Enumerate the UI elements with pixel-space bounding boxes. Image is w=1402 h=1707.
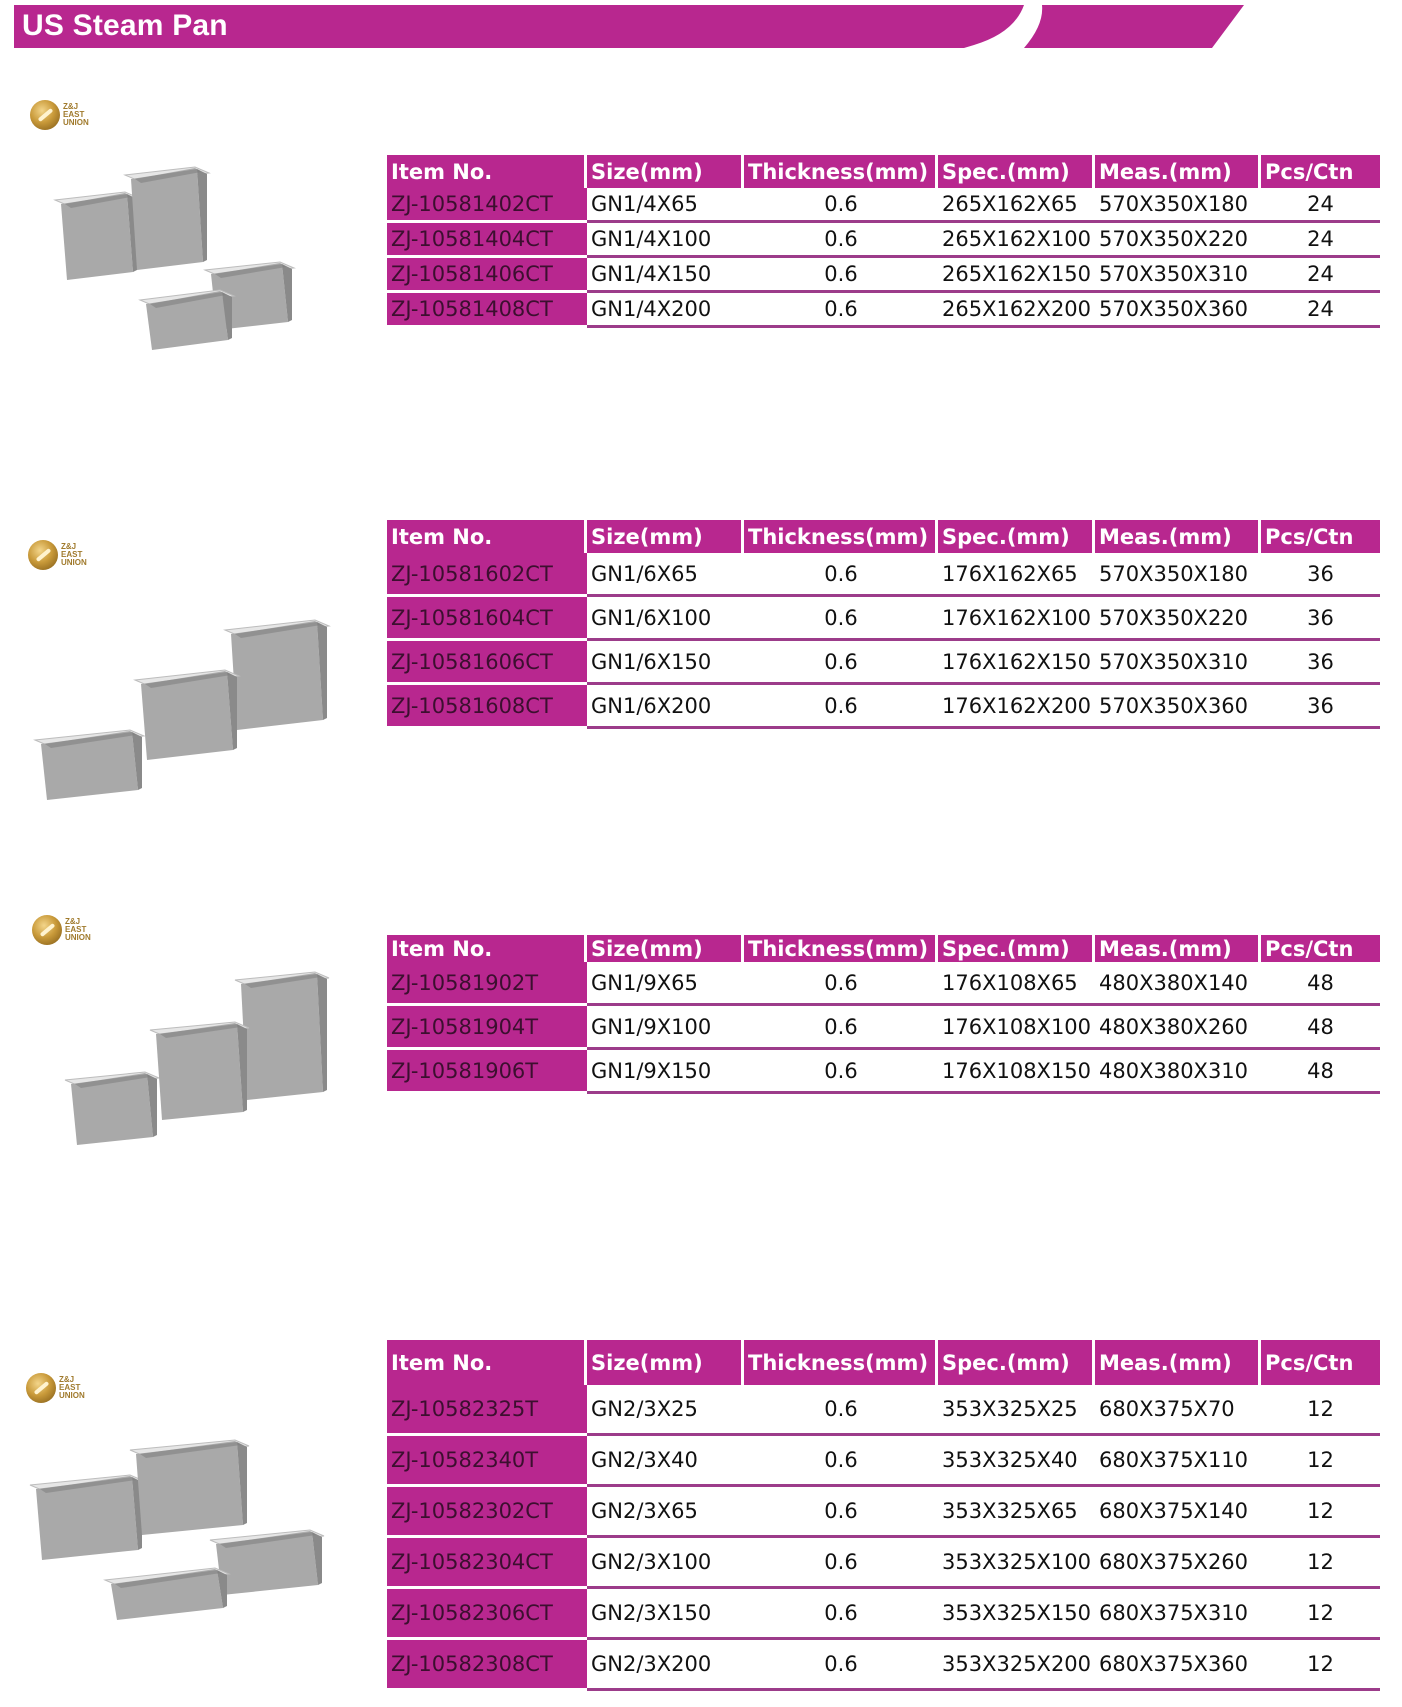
brand-logo: [26, 1373, 85, 1403]
table-header-row: [387, 935, 1380, 962]
cell-thickness: 0.6: [744, 293, 938, 328]
brand-logo-icon: [30, 100, 60, 130]
column-header-spec: Spec.(mm): [938, 1340, 1095, 1385]
column-header-pcs-ctn: Pcs/Ctn: [1261, 935, 1380, 962]
cell-pcs-ctn: 48: [1261, 1050, 1380, 1094]
product-image: [20, 1430, 360, 1640]
table-row: [387, 1385, 1380, 1436]
cell-item-no: ZJ-10582325T: [387, 1385, 587, 1436]
cell-item-no: ZJ-10581408CT: [387, 293, 587, 328]
cell-size: GN1/6X65: [587, 553, 744, 597]
cell-item-no: ZJ-10581608CT: [387, 685, 587, 729]
cell-thickness: 0.6: [744, 1538, 938, 1589]
column-header-spec: Spec.(mm): [938, 155, 1095, 188]
cell-pcs-ctn: 12: [1261, 1436, 1380, 1487]
column-header-thickness: Thickness(mm): [744, 1340, 938, 1385]
cell-item-no: ZJ-10581402CT: [387, 188, 587, 223]
cell-meas: 680X375X310: [1095, 1589, 1261, 1640]
cell-meas: 570X350X310: [1095, 641, 1261, 685]
cell-size: GN1/4X100: [587, 223, 744, 258]
table-row: [387, 1436, 1380, 1487]
cell-pcs-ctn: 24: [1261, 188, 1380, 223]
spec-table: [387, 1340, 1380, 1691]
brand-logo-icon: [28, 540, 58, 570]
cell-size: GN1/4X200: [587, 293, 744, 328]
cell-size: GN1/4X65: [587, 188, 744, 223]
cell-spec: 353X325X200: [938, 1640, 1095, 1691]
cell-spec: 353X325X40: [938, 1436, 1095, 1487]
column-header-item-no: Item No.: [387, 1340, 587, 1385]
table-row: [387, 1538, 1380, 1589]
cell-size: GN2/3X25: [587, 1385, 744, 1436]
cell-item-no: ZJ-10581904T: [387, 1006, 587, 1050]
title-banner: [14, 5, 1244, 48]
brand-logo: [28, 540, 87, 570]
brand-logo-text: Z&J EAST UNION: [65, 917, 91, 942]
table-row: [387, 293, 1380, 328]
column-header-pcs-ctn: Pcs/Ctn: [1261, 155, 1380, 188]
cell-size: GN1/9X65: [587, 962, 744, 1006]
cell-item-no: ZJ-10582302CT: [387, 1487, 587, 1538]
cell-thickness: 0.6: [744, 1006, 938, 1050]
cell-spec: 176X162X200: [938, 685, 1095, 729]
table-row: [387, 188, 1380, 223]
cell-pcs-ctn: 36: [1261, 553, 1380, 597]
column-header-meas: Meas.(mm): [1095, 935, 1261, 962]
table-row: [387, 1640, 1380, 1691]
column-header-size: Size(mm): [587, 155, 744, 188]
cell-item-no: ZJ-10581606CT: [387, 641, 587, 685]
table-row: [387, 1487, 1380, 1538]
cell-pcs-ctn: 24: [1261, 293, 1380, 328]
table-row: [387, 1589, 1380, 1640]
cell-size: GN2/3X100: [587, 1538, 744, 1589]
cell-item-no: ZJ-10582308CT: [387, 1640, 587, 1691]
cell-size: GN1/9X100: [587, 1006, 744, 1050]
cell-thickness: 0.6: [744, 685, 938, 729]
cell-size: GN1/9X150: [587, 1050, 744, 1094]
column-header-thickness: Thickness(mm): [744, 935, 938, 962]
cell-size: GN1/6X100: [587, 597, 744, 641]
column-header-meas: Meas.(mm): [1095, 520, 1261, 553]
page-title: US Steam Pan: [22, 9, 228, 42]
table-row: [387, 553, 1380, 597]
cell-pcs-ctn: 12: [1261, 1589, 1380, 1640]
cell-spec: 176X108X65: [938, 962, 1095, 1006]
cell-thickness: 0.6: [744, 962, 938, 1006]
cell-meas: 570X350X360: [1095, 685, 1261, 729]
cell-pcs-ctn: 24: [1261, 258, 1380, 293]
cell-item-no: ZJ-10582306CT: [387, 1589, 587, 1640]
spec-table: [387, 520, 1380, 729]
cell-size: GN1/6X150: [587, 641, 744, 685]
cell-thickness: 0.6: [744, 188, 938, 223]
cell-size: GN1/6X200: [587, 685, 744, 729]
table-header-row: [387, 520, 1380, 553]
cell-pcs-ctn: 12: [1261, 1640, 1380, 1691]
brand-logo-text: Z&J EAST UNION: [61, 542, 87, 567]
brand-logo: [32, 915, 91, 945]
cell-thickness: 0.6: [744, 223, 938, 258]
column-header-item-no: Item No.: [387, 935, 587, 962]
table-row: [387, 1006, 1380, 1050]
cell-thickness: 0.6: [744, 1050, 938, 1094]
column-header-spec: Spec.(mm): [938, 935, 1095, 962]
cell-meas: 680X375X260: [1095, 1538, 1261, 1589]
cell-spec: 176X162X65: [938, 553, 1095, 597]
column-header-pcs-ctn: Pcs/Ctn: [1261, 520, 1380, 553]
cell-pcs-ctn: 48: [1261, 1006, 1380, 1050]
cell-spec: 353X325X65: [938, 1487, 1095, 1538]
cell-thickness: 0.6: [744, 1385, 938, 1436]
cell-meas: 480X380X140: [1095, 962, 1261, 1006]
column-header-spec: Spec.(mm): [938, 520, 1095, 553]
cell-meas: 570X350X220: [1095, 597, 1261, 641]
cell-pcs-ctn: 12: [1261, 1487, 1380, 1538]
cell-meas: 570X350X180: [1095, 553, 1261, 597]
cell-thickness: 0.6: [744, 1640, 938, 1691]
column-header-meas: Meas.(mm): [1095, 155, 1261, 188]
cell-spec: 353X325X25: [938, 1385, 1095, 1436]
column-header-size: Size(mm): [587, 935, 744, 962]
table-row: [387, 597, 1380, 641]
cell-pcs-ctn: 36: [1261, 685, 1380, 729]
column-header-thickness: Thickness(mm): [744, 155, 938, 188]
cell-pcs-ctn: 24: [1261, 223, 1380, 258]
spec-table: [387, 935, 1380, 1094]
cell-spec: 265X162X150: [938, 258, 1095, 293]
cell-meas: 570X350X180: [1095, 188, 1261, 223]
cell-spec: 265X162X200: [938, 293, 1095, 328]
product-image: [25, 600, 355, 810]
cell-size: GN2/3X65: [587, 1487, 744, 1538]
cell-meas: 680X375X360: [1095, 1640, 1261, 1691]
cell-meas: 570X350X310: [1095, 258, 1261, 293]
spec-table: [387, 155, 1380, 328]
cell-meas: 480X380X310: [1095, 1050, 1261, 1094]
product-image: [40, 960, 360, 1165]
cell-thickness: 0.6: [744, 597, 938, 641]
column-header-pcs-ctn: Pcs/Ctn: [1261, 1340, 1380, 1385]
column-header-meas: Meas.(mm): [1095, 1340, 1261, 1385]
cell-item-no: ZJ-10582304CT: [387, 1538, 587, 1589]
cell-spec: 353X325X100: [938, 1538, 1095, 1589]
cell-meas: 570X350X220: [1095, 223, 1261, 258]
cell-thickness: 0.6: [744, 641, 938, 685]
table-row: [387, 641, 1380, 685]
column-header-size: Size(mm): [587, 520, 744, 553]
brand-logo-icon: [26, 1373, 56, 1403]
cell-size: GN2/3X200: [587, 1640, 744, 1691]
table-header-row: [387, 1340, 1380, 1385]
cell-size: GN2/3X150: [587, 1589, 744, 1640]
brand-logo-icon: [32, 915, 62, 945]
cell-meas: 680X375X110: [1095, 1436, 1261, 1487]
column-header-item-no: Item No.: [387, 155, 587, 188]
brand-logo-text: Z&J EAST UNION: [63, 102, 89, 127]
cell-spec: 176X162X100: [938, 597, 1095, 641]
cell-thickness: 0.6: [744, 1589, 938, 1640]
cell-item-no: ZJ-10581906T: [387, 1050, 587, 1094]
brand-logo: [30, 100, 89, 130]
cell-item-no: ZJ-10581404CT: [387, 223, 587, 258]
cell-item-no: ZJ-10581902T: [387, 962, 587, 1006]
cell-spec: 176X162X150: [938, 641, 1095, 685]
cell-pcs-ctn: 48: [1261, 962, 1380, 1006]
table-row: [387, 962, 1380, 1006]
cell-item-no: ZJ-10581604CT: [387, 597, 587, 641]
cell-meas: 570X350X360: [1095, 293, 1261, 328]
cell-spec: 353X325X150: [938, 1589, 1095, 1640]
column-header-size: Size(mm): [587, 1340, 744, 1385]
cell-thickness: 0.6: [744, 1436, 938, 1487]
cell-meas: 680X375X140: [1095, 1487, 1261, 1538]
cell-pcs-ctn: 12: [1261, 1385, 1380, 1436]
cell-size: GN2/3X40: [587, 1436, 744, 1487]
cell-meas: 680X375X70: [1095, 1385, 1261, 1436]
cell-spec: 176X108X150: [938, 1050, 1095, 1094]
table-row: [387, 223, 1380, 258]
cell-spec: 265X162X100: [938, 223, 1095, 258]
cell-thickness: 0.6: [744, 258, 938, 293]
cell-item-no: ZJ-10582340T: [387, 1436, 587, 1487]
table-header-row: [387, 155, 1380, 188]
brand-logo-text: Z&J EAST UNION: [59, 1375, 85, 1400]
cell-meas: 480X380X260: [1095, 1006, 1261, 1050]
table-row: [387, 258, 1380, 293]
cell-thickness: 0.6: [744, 553, 938, 597]
cell-pcs-ctn: 12: [1261, 1538, 1380, 1589]
column-header-item-no: Item No.: [387, 520, 587, 553]
product-image: [45, 160, 325, 355]
cell-spec: 265X162X65: [938, 188, 1095, 223]
cell-size: GN1/4X150: [587, 258, 744, 293]
cell-item-no: ZJ-10581602CT: [387, 553, 587, 597]
table-row: [387, 685, 1380, 729]
cell-pcs-ctn: 36: [1261, 641, 1380, 685]
column-header-thickness: Thickness(mm): [744, 520, 938, 553]
cell-thickness: 0.6: [744, 1487, 938, 1538]
cell-pcs-ctn: 36: [1261, 597, 1380, 641]
table-row: [387, 1050, 1380, 1094]
cell-spec: 176X108X100: [938, 1006, 1095, 1050]
cell-item-no: ZJ-10581406CT: [387, 258, 587, 293]
